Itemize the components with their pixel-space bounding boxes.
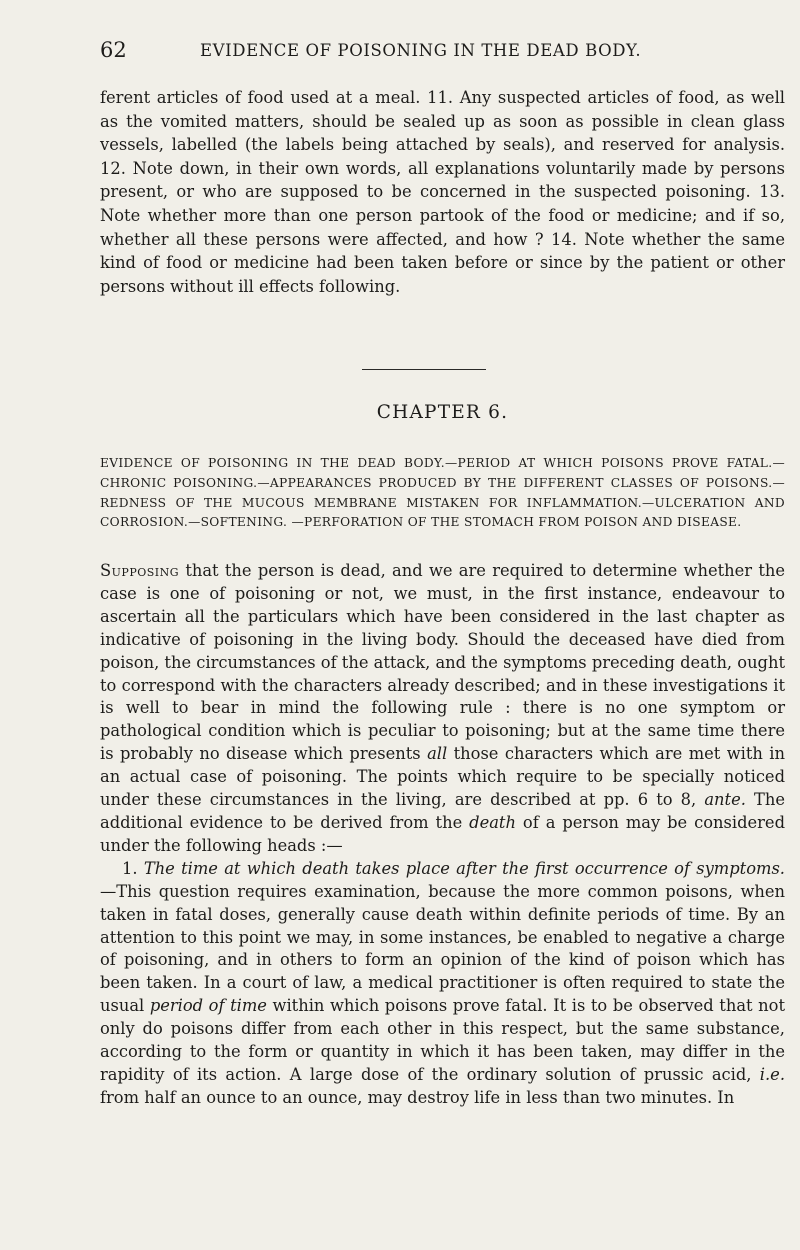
text-run: within which poisons prove fatal. It is to be observed that not only do poisons differ from each other in this respect, but the same substance, according to the form or quantity in which it has been taken, may differ in the rapidity of its action. A large dose of the ordinary solution of prussic acid,	[100, 996, 786, 1084]
chapter-summary-text: EVIDENCE OF POISONING IN THE DEAD BODY.—PERIOD AT WHICH POISONS PROVE FATAL.—CHRONIC POISONING.—APPEARANCES PRODUCED BY THE DIFFERENT CLASSES OF POISONS.—REDNESS OF THE MUCOUS MEMBRANE MISTAKEN FOR INFLAMMATION.—ULCERATION AND CORROSION.—SOFTENING. —PERFORATION OF THE STOMACH FROM POISON AND DISEASE.	[100, 456, 785, 530]
lead-word: Supposing	[100, 561, 180, 580]
emphasis: death	[469, 812, 516, 832]
chapter-summary	[100, 454, 785, 533]
text-run: —This question requires examination, because the more common poisons, when taken in fatal doses, generally cause death within definite periods of time. By an attention to this point we may, in some instances, be enabled to negative a charge of poisoning, and in others to form an opinion of the kind of poison which has been taken. In a court of law, a medical practitioner is often required to state the usual	[100, 881, 785, 1016]
emphasis: all	[427, 744, 448, 764]
page-header	[100, 38, 785, 68]
text-run: that the person is dead, and we are required to determine whether the case is one of poisoning or not, we must, in the first instance, endeavour to ascertain all the particulars which have been considered in the last chapter as indicative of poisoning in the living body. Should the deceased have died from poison, the circumstances of the attack, and the symptoms preceding death, ought to correspond with the characters already described; and in these investigations it is well to bear in mind the following rule : there is no one symptom or pathological condition which is peculiar to poisoning; but at the same time there is probably no disease which presents	[100, 561, 786, 764]
chapter-title: CHAPTER 6.	[376, 402, 509, 423]
section-divider	[362, 369, 486, 370]
paragraph-2	[100, 858, 785, 1110]
item-heading: The time at which death takes place after the first occurrence of symptoms.	[143, 858, 785, 878]
paragraph-text: ferent articles of food used at a meal. 11. Any suspected articles of food, as well as the vomited matters, should be sealed up as soon as possible in clean glass vessels, labelled (the labels being attached by seals), and reserved for analysis. 12. Note down, in their own words, all explanations voluntarily made by persons present, or who are supposed to be concerned in the suspected poisoning. 13. Note whether more than one person partook of the food or medicine; and if so, whether all these persons were affected, and how ? 14. Note whether the same kind of food or medicine had been taken before or since by the patient or other persons without ill effects following.	[100, 88, 785, 296]
paragraph-1	[100, 560, 785, 858]
running-title: EVIDENCE OF POISONING IN THE DEAD BODY.	[200, 41, 642, 60]
emphasis: period of time	[149, 996, 267, 1016]
emphasis: i.e.	[759, 1064, 785, 1084]
chapter-body	[100, 560, 785, 1110]
continued-paragraph	[100, 86, 785, 298]
text-run: of a person may be considered under the following heads :—	[100, 812, 785, 855]
item-number: 1.	[122, 858, 144, 878]
emphasis: ante.	[704, 790, 746, 810]
text-run: The additional evidence to be derived from the	[100, 790, 785, 832]
text-run: from half an ounce to an ounce, may destroy life in less than two minutes. In	[100, 1087, 735, 1107]
text-run: those characters which are met with in an actual case of poisoning. The points which require to be specially noticed under these circumstances in the living, are described at pp. 6 to 8,	[100, 744, 786, 810]
page-number: 62	[100, 38, 127, 62]
